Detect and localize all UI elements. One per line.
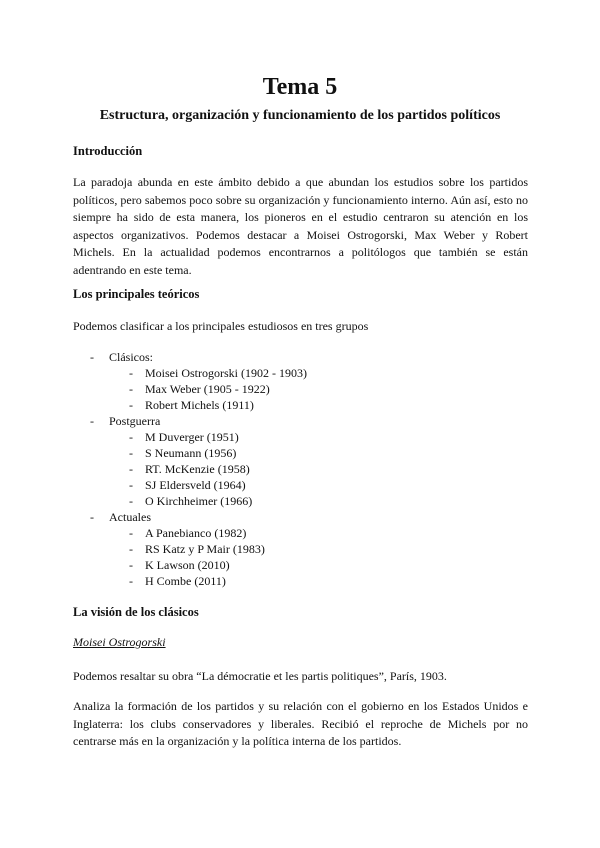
list-item — [73, 397, 528, 413]
bullet-dash: - — [129, 574, 133, 588]
list-group-classicos — [73, 349, 528, 365]
list-item — [73, 477, 528, 493]
classics-paragraph-2: Analiza la formación de los partidos y su relación con el gobierno en los Estados Unidos e Inglaterra: los clubs conservadores y liberales. Recibió el reproche de Michels por no centrarse más en la organización y la política interna de los partidos. — [73, 699, 528, 748]
list-group-postguerra — [73, 413, 528, 429]
list-item-text: RT. McKenzie (1958) — [145, 462, 250, 476]
list-item — [73, 429, 528, 445]
bullet-dash: - — [90, 350, 94, 364]
list-item-text: Max Weber (1905 - 1922) — [145, 382, 270, 396]
bullet-dash: - — [129, 366, 133, 380]
bullet-dash: - — [129, 382, 133, 396]
bullet-dash: - — [90, 510, 94, 524]
group-label: Actuales — [109, 510, 151, 524]
bullet-dash: - — [129, 398, 133, 412]
list-item-text: M Duverger (1951) — [145, 430, 239, 444]
intro-heading: Introducción — [73, 144, 143, 158]
intro-paragraph: La paradoja abunda en este ámbito debido a que abundan los estudios sobre los partidos políticos, pero sabemos poco sobre su organización y funcionamiento interno. Aún así, esto no siempre ha sido de esta manera, los pioneros en el estudio centraron su atención en los aspectos organizativos. Podemos destacar a Moisei Ostrogorski, Max Weber y Robert Michels. En la actualidad podemos encontrarnos a politólogos que también se están adentrando en este tema. — [73, 175, 528, 277]
bullet-dash: - — [129, 446, 133, 460]
list-item-text: Moisei Ostrogorski (1902 - 1903) — [145, 366, 307, 380]
list-item-text: H Combe (2011) — [145, 574, 226, 588]
theorists-intro: Podemos clasificar a los principales estudiosos en tres grupos — [73, 319, 369, 333]
list-item-text: RS Katz y P Mair (1983) — [145, 542, 265, 556]
bullet-dash: - — [129, 462, 133, 476]
bullet-dash: - — [129, 526, 133, 540]
page-subtitle: Estructura, organización y funcionamiento de los partidos políticos — [99, 108, 501, 123]
list-item-text: SJ Eldersveld (1964) — [145, 478, 246, 492]
group-label: Clásicos: — [109, 350, 153, 364]
list-item — [73, 557, 528, 573]
list-item-text: O Kirchheimer (1966) — [145, 494, 253, 508]
list-item-text: Robert Michels (1911) — [145, 398, 254, 412]
theorists-heading: Los principales teóricos — [73, 287, 200, 301]
bullet-dash: - — [129, 430, 133, 444]
list-item-text: S Neumann (1956) — [145, 446, 237, 460]
list-item — [73, 525, 528, 541]
bullet-dash: - — [129, 558, 133, 572]
page-title: Tema 5 — [262, 74, 338, 100]
list-item — [73, 541, 528, 557]
theorists-list — [73, 349, 528, 589]
group-label: Postguerra — [109, 414, 161, 428]
list-item-text: K Lawson (2010) — [145, 558, 230, 572]
list-item — [73, 573, 528, 589]
list-item — [73, 461, 528, 477]
bullet-dash: - — [129, 494, 133, 508]
bullet-dash: - — [90, 414, 94, 428]
list-group-actuales — [73, 509, 528, 525]
list-item — [73, 493, 528, 509]
list-item-text: A Panebianco (1982) — [145, 526, 247, 540]
bullet-dash: - — [129, 478, 133, 492]
author-name: Moisei Ostrogorski — [73, 635, 166, 649]
list-item — [73, 445, 528, 461]
list-item — [73, 365, 528, 381]
classics-heading: La visión de los clásicos — [73, 605, 199, 619]
list-item — [73, 381, 528, 397]
bullet-dash: - — [129, 542, 133, 556]
classics-paragraph-1: Podemos resaltar su obra “La démocratie et les partis politiques”, París, 1903. — [73, 669, 447, 683]
